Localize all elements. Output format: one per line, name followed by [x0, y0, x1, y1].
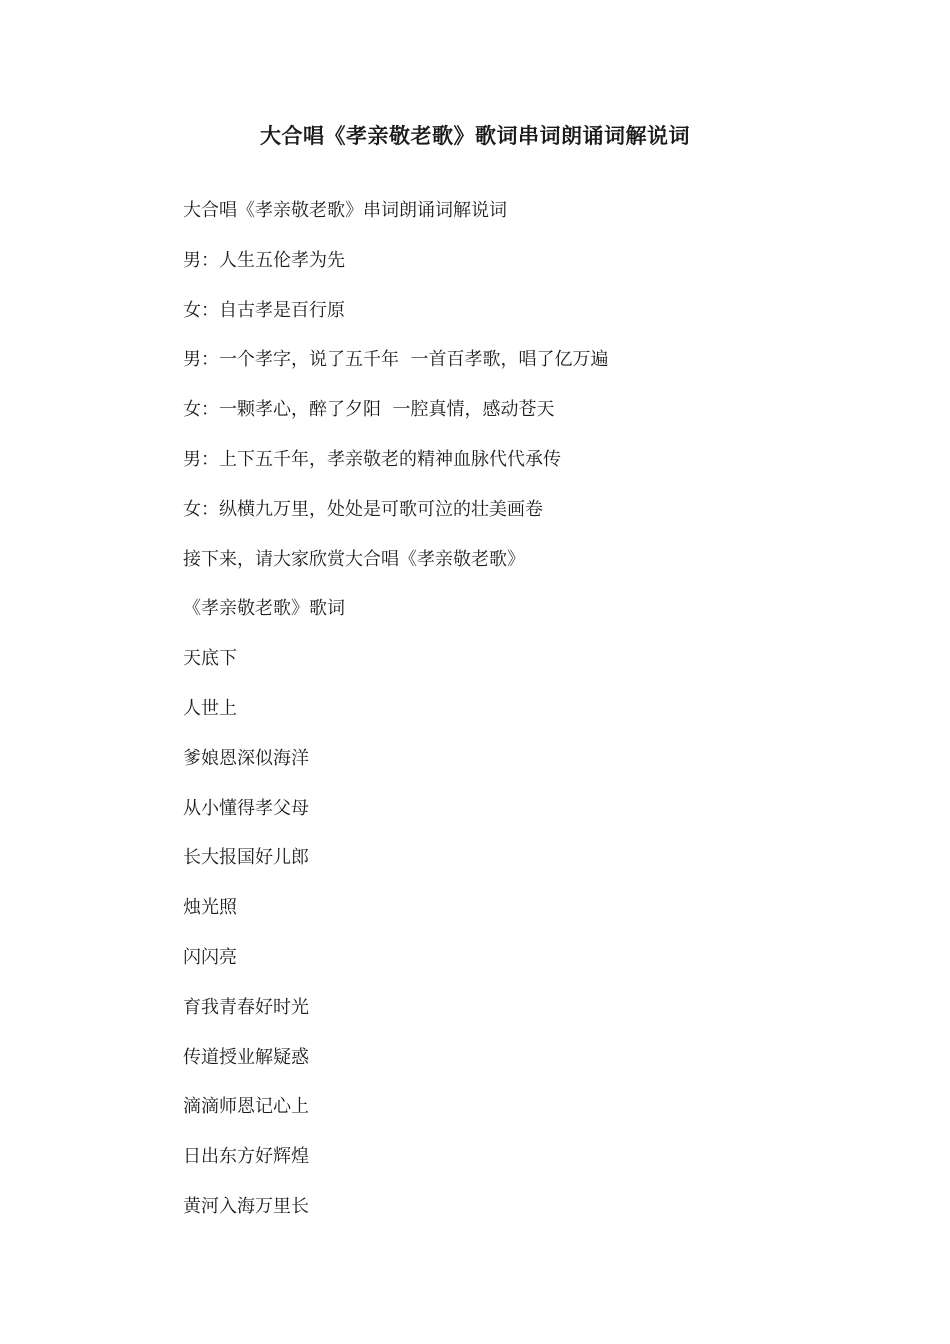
text-line: 男：一个孝字，说了五千年 一首百孝歌，唱了亿万遍 [183, 349, 609, 371]
text-line: 黄河入海万里长 [183, 1195, 309, 1217]
text-line: 育我青春好时光 [183, 996, 309, 1018]
text-line: 烛光照 [183, 897, 237, 919]
text-line: 闪闪亮 [183, 946, 237, 968]
text-line: 人世上 [183, 697, 237, 719]
text-line: 长大报国好儿郎 [183, 847, 309, 869]
text-line: 传道授业解疑惑 [183, 1046, 309, 1068]
text-line: 日出东方好辉煌 [183, 1146, 309, 1168]
text-line: 滴滴师恩记心上 [183, 1096, 309, 1118]
text-line: 女：纵横九万里，处处是可歌可泣的壮美画卷 [183, 498, 543, 520]
text-line: 《孝亲敬老歌》歌词 [183, 598, 345, 620]
text-line: 爹娘恩深似海洋 [183, 747, 309, 769]
text-line: 天底下 [183, 648, 237, 670]
text-line: 女：自古孝是百行原 [183, 299, 345, 321]
text-line: 从小懂得孝父母 [183, 797, 309, 819]
text-line: 大合唱《孝亲敬老歌》串词朗诵词解说词 [183, 200, 507, 221]
text-line: 男：上下五千年，孝亲敬老的精神血脉代代承传 [183, 448, 561, 470]
text-line: 男：人生五伦孝为先 [183, 249, 345, 271]
text-line: 接下来，请大家欣赏大合唱《孝亲敬老歌》 [183, 548, 525, 570]
document-title: 大合唱《孝亲敬老歌》歌词串词朗诵词解说词 [260, 123, 690, 148]
document-body [183, 198, 883, 1244]
text-line: 女：一颗孝心，醉了夕阳 一腔真情，感动苍天 [183, 399, 555, 421]
